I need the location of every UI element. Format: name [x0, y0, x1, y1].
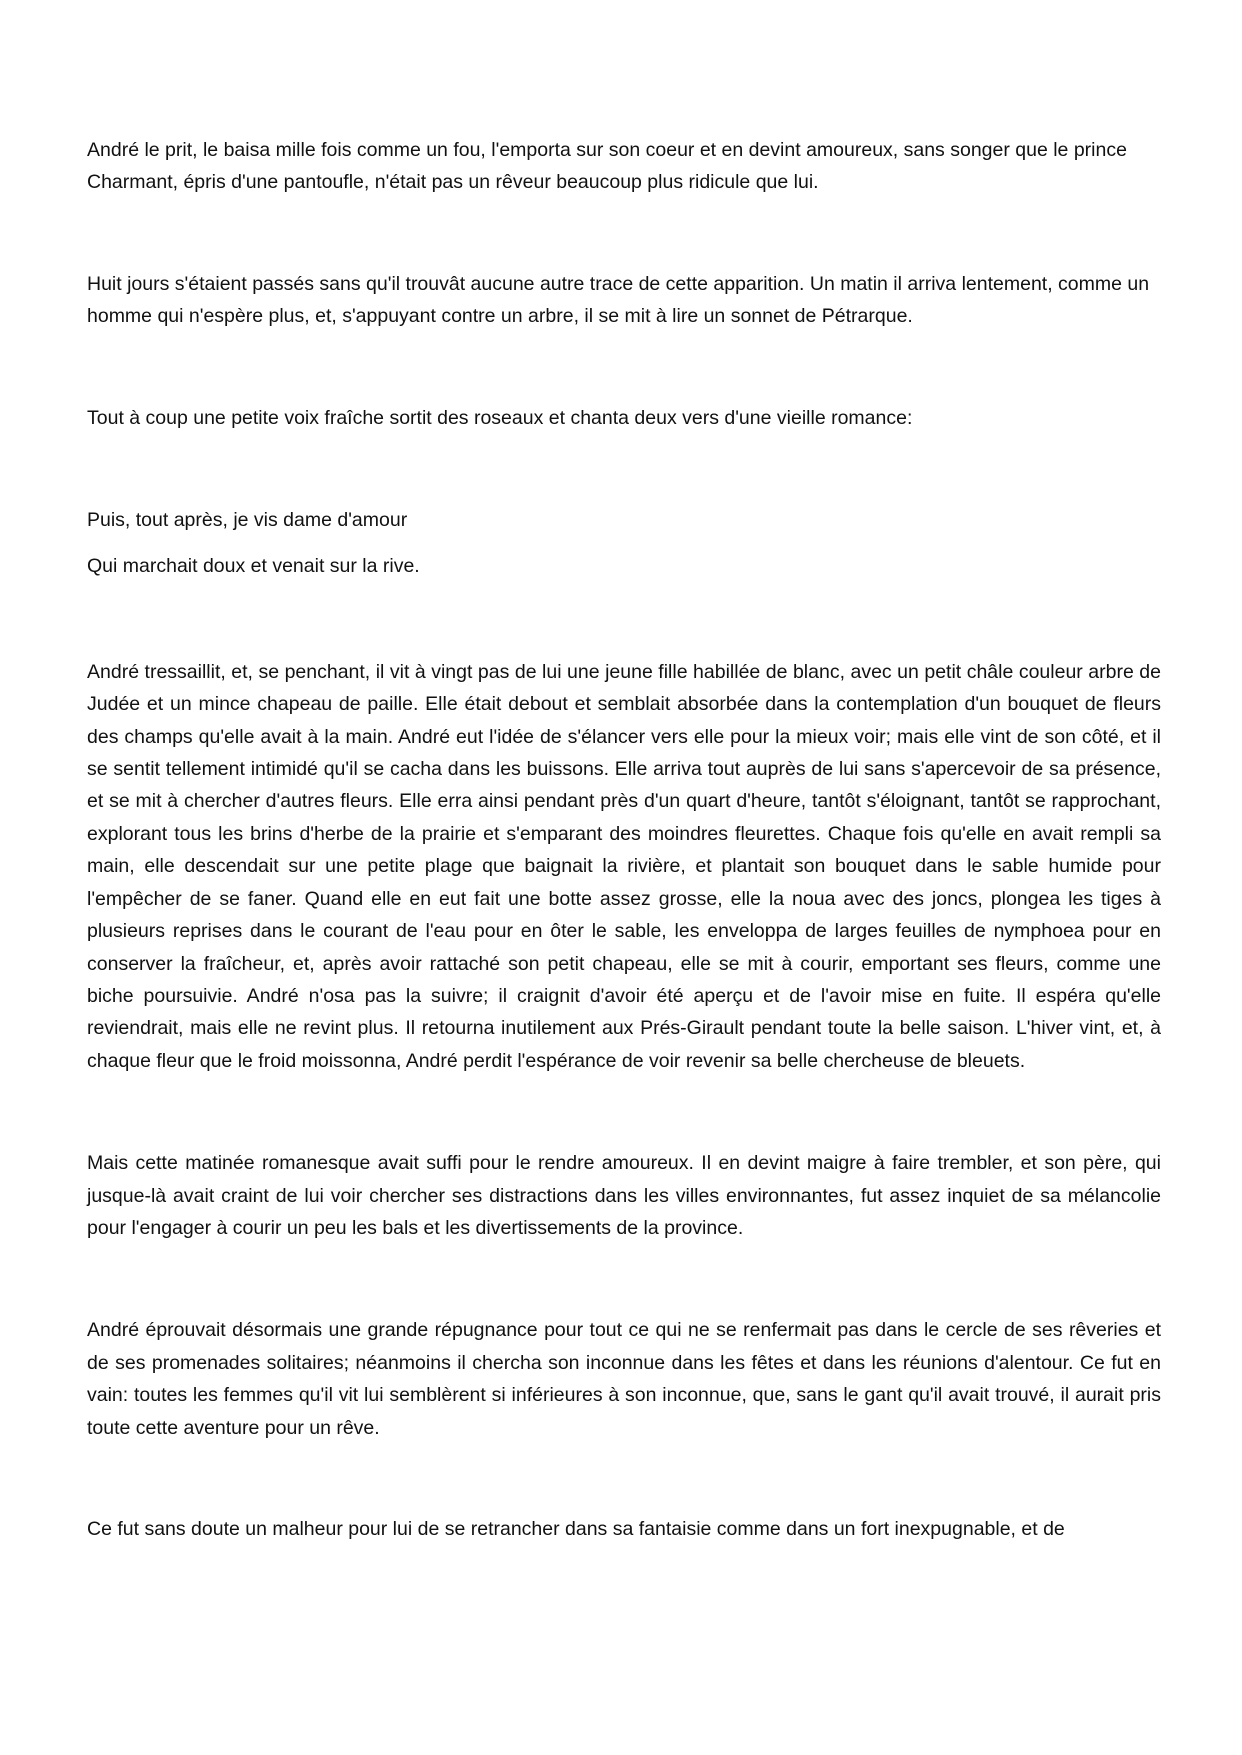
paragraph-2: Huit jours s'étaient passés sans qu'il trouvât aucune autre trace de cette apparition. Un matin il arriva lentement, comme un homme qui n'espère plus, et, s'appuyant contre un arbre, il se mit à lire un sonnet de Pétrarque.: [87, 272, 1150, 328]
paragraph-5: Mais cette matinée romanesque avait suffi pour le rendre amoureux. Il en devint maigre à faire trembler, et son père, qui jusque-là avait craint de lui voir chercher ses distractions dans les villes environnantes, fut assez inquiet de sa mélancolie pour l'engager à courir un peu les bals et les divertissements de la province.: [87, 1152, 1161, 1239]
verse-line-2: Qui marchait doux et venait sur la rive.: [87, 555, 420, 578]
paragraph-7: Ce fut sans doute un malheur pour lui de se retrancher dans sa fantaisie comme dans un fort inexpugnable, et de: [87, 1517, 1065, 1540]
paragraph-4: André tressaillit, et, se penchant, il vit à vingt pas de lui une jeune fille habillée de blanc, avec un petit châle couleur arbre de Judée et un mince chapeau de paille. Elle était debout et semblait absorbée dans la contemplation d'un bouquet de fleurs des champs qu'elle avait à la main. André eut l'idée de s'élancer vers elle pour la mieux voir; mais elle vint de son côté, et il se sentit tellement intimidé qu'il se cacha dans les buissons. Elle arriva tout auprès de lui sans s'apercevoir de sa présence, et se mit à chercher d'autres fleurs. Elle erra ainsi pendant près d'un quart d'heure, tantôt s'éloignant, tantôt se rapprochant, explorant tous les brins d'herbe de la prairie et s'emparant des moindres fleurettes. Chaque fois qu'elle en avait rempli sa main, elle descendait sur une petite plage que baignait la rivière, et plantait son bouquet dans le sable humide pour l'empêcher de se faner. Quand elle en eut fait une botte assez grosse, elle la noua avec des joncs, plongea les tiges à plusieurs reprises dans le courant de l'eau pour en ôter le sable, les enveloppa de larges feuilles de nymphoea pour en conserver la fraîcheur, et, après avoir rattaché son petit chapeau, elle se mit à courir, emportant ses fleurs, comme une biche poursuivie. André n'osa pas la suivre; il craignit d'avoir été aperçu et de l'avoir mise en fuite. Il espéra qu'elle reviendrait, mais elle ne revint plus. Il retourna inutilement aux Prés-Girault pendant toute la belle saison. L'hiver vint, et, à chaque fleur que le froid moissonna, André perdit l'espérance de voir revenir sa belle chercheuse de bleuets.: [87, 660, 1161, 1072]
paragraph-6: André éprouvait désormais une grande répugnance pour tout ce qui ne se renfermait pas dans le cercle de ses rêveries et de ses promenades solitaires; néanmoins il chercha son inconnue dans les fêtes et dans les réunions d'alentour. Ce fut en vain: toutes les femmes qu'il vit lui semblèrent si inférieures à son inconnue, que, sans le gant qu'il avait trouvé, il aurait pris toute cette aventure pour un rêve.: [87, 1319, 1161, 1439]
document-body: [87, 134, 1161, 1545]
paragraph-1: André le prit, le baisa mille fois comme un fou, l'emporta sur son coeur et en devint amoureux, sans songer que le prince Charmant, épris d'une pantoufle, n'était pas un rêveur beaucoup plus ridicule que lui.: [87, 139, 1127, 194]
verse-line-1: Puis, tout après, je vis dame d'amour: [87, 509, 408, 532]
paragraph-3: Tout à coup une petite voix fraîche sortit des roseaux et chanta deux vers d'une vieille romance:: [87, 406, 913, 429]
